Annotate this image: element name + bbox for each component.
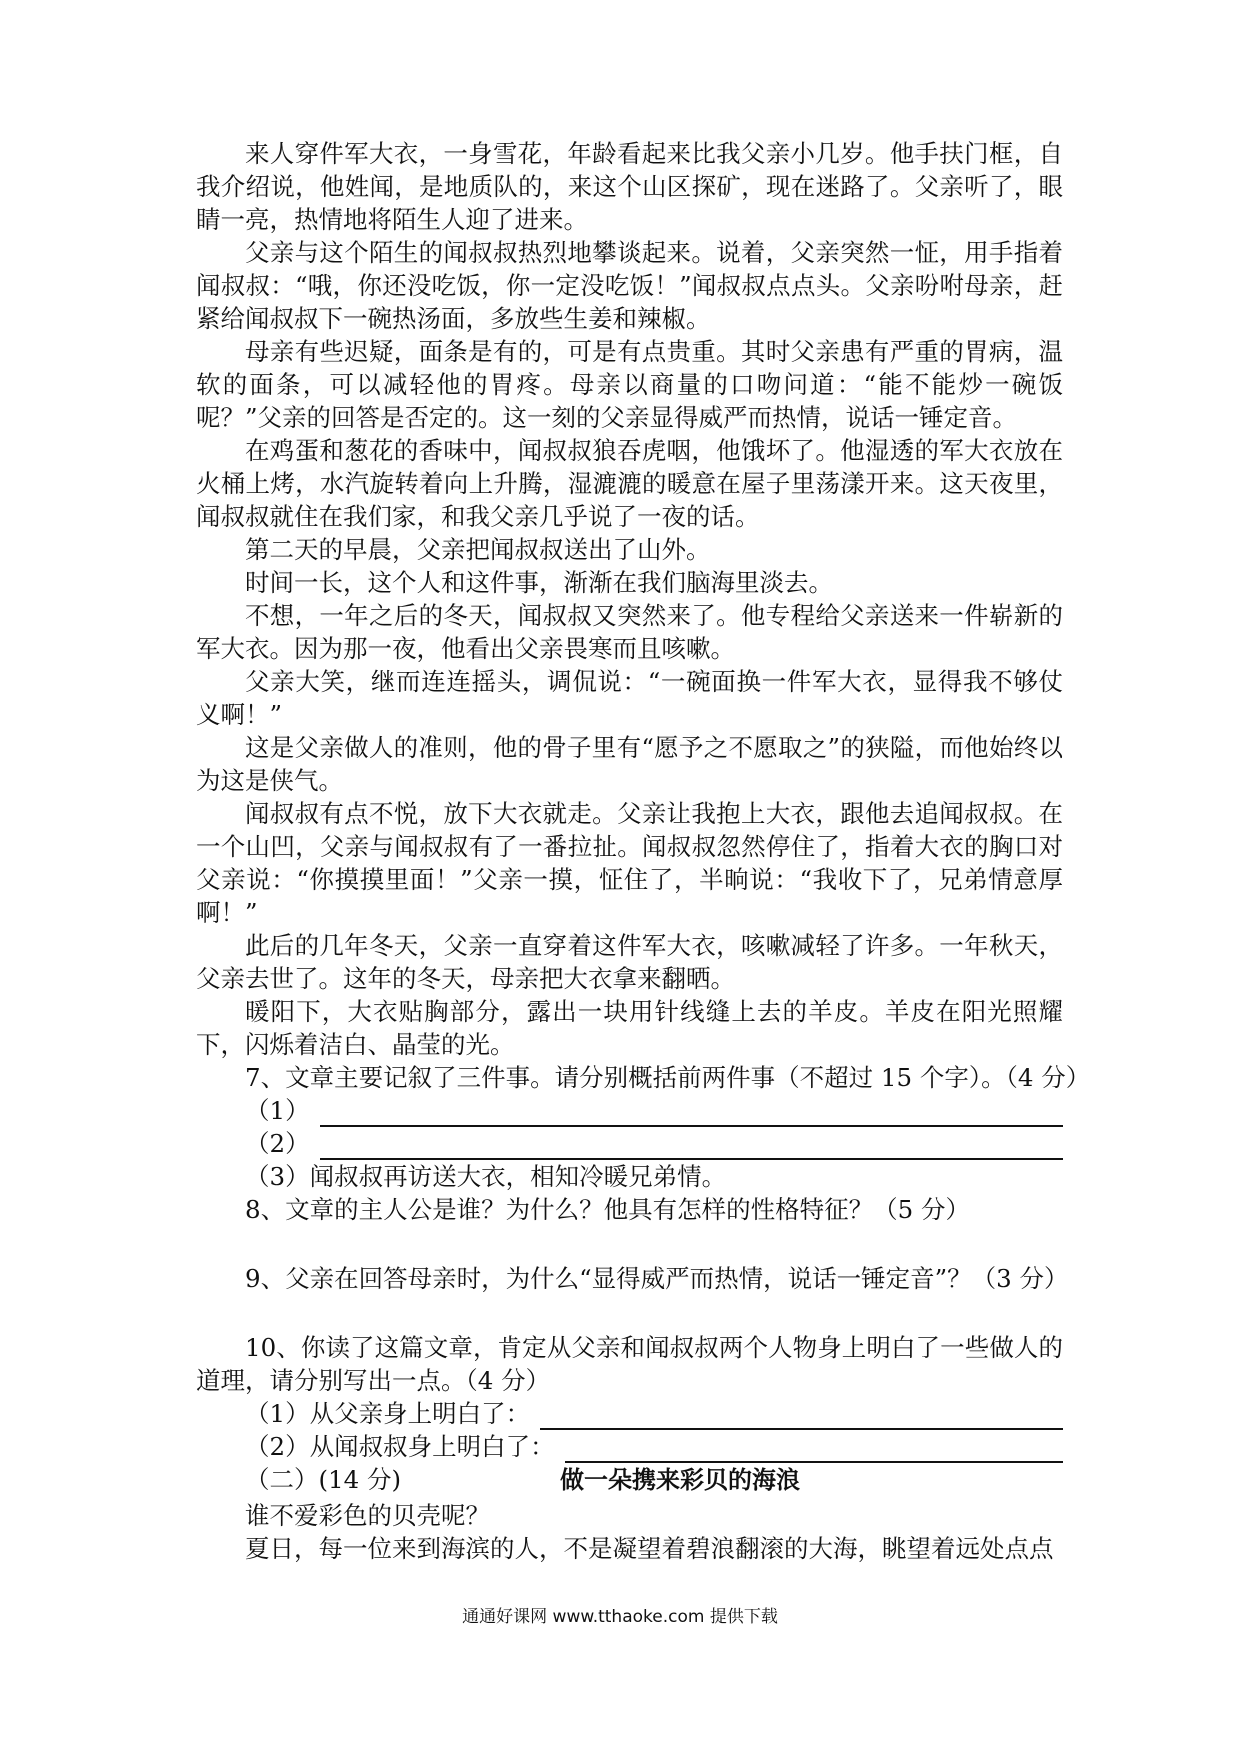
- question-10-answer-1: [196, 1397, 1063, 1430]
- passage-paragraph-6: 时间一长，这个人和这件事，渐渐在我们脑海里淡去。: [245, 568, 833, 597]
- section-2-header: [196, 1463, 1063, 1499]
- question-7-item-3: （3）闻叔叔再访送大衣，相知冷暖兄弟情。: [245, 1162, 727, 1191]
- passage-paragraph-9: 这是父亲做人的准则，他的骨子里有“愿予之不愿取之”的狭隘，而他始终以为这是侠气。: [196, 733, 1063, 795]
- passage-paragraph-8: 父亲大笑，继而连连摇头，调侃说：“一碗面换一件军大衣，显得我不够仗义啊！”: [196, 667, 1063, 729]
- section-2-label: （二）(14 分): [245, 1465, 402, 1494]
- question-9: 9、父亲在回答母亲时，为什么“显得威严而热情，说话一锤定音”？（3 分）: [245, 1264, 1069, 1293]
- page-content: [196, 137, 1091, 1565]
- question-7-item-2-label: （2）: [245, 1129, 310, 1158]
- passage-paragraph-5: 第二天的早晨，父亲把闻叔叔送出了山外。: [245, 535, 711, 564]
- question-7-answer-2: [196, 1127, 1063, 1160]
- page-footer: 通通好课网 www.tthaoke.com 提供下载: [462, 1607, 778, 1627]
- passage-paragraph-1: 来人穿件军大衣，一身雪花，年龄看起来比我父亲小几岁。他手扶门框，自我介绍说，他姓闻，是地质队的，来这个山区探矿，现在迷路了。父亲听了，眼睛一亮，热情地将陌生人迎了进来。: [196, 139, 1063, 234]
- answer-blank-7-1[interactable]: [320, 1101, 1063, 1127]
- passage-paragraph-7: 不想，一年之后的冬天，闻叔叔又突然来了。他专程给父亲送来一件崭新的军大衣。因为那一夜，他看出父亲畏寒而且咳嗽。: [196, 601, 1063, 663]
- passage-paragraph-2: 父亲与这个陌生的闻叔叔热烈地攀谈起来。说着，父亲突然一怔，用手指着闻叔叔：“哦，你还没吃饭，你一定没吃饭！”闻叔叔点点头。父亲吩咐母亲，赶紧给闻叔叔下一碗热汤面，多放些生姜和辣椒。: [196, 238, 1063, 333]
- passage-paragraph-4: 在鸡蛋和葱花的香味中，闻叔叔狼吞虎咽，他饿坏了。他湿透的军大衣放在火桶上烤，水汽旋转着向上升腾，湿漉漉的暖意在屋子里荡漾开来。这天夜里，闻叔叔就住在我们家，和我父亲几乎说了一夜的话。: [196, 436, 1063, 531]
- passage-paragraph-10: 闻叔叔有点不悦，放下大衣就走。父亲让我抱上大衣，跟他去追闻叔叔。在一个山凹，父亲与闻叔叔有了一番拉扯。闻叔叔忽然停住了，指着大衣的胸口对父亲说：“你摸摸里面！”父亲一摸，怔住了，半晌说：“我收下了，兄弟情意厚啊！”: [196, 799, 1063, 927]
- question-10-item-1-label: （1）从父亲身上明白了：: [245, 1399, 531, 1428]
- passage-paragraph-11: 此后的几年冬天，父亲一直穿着这件军大衣，咳嗽减轻了许多。一年秋天，父亲去世了。这年的冬天，母亲把大衣拿来翻晒。: [196, 931, 1063, 993]
- answer-blank-10-1[interactable]: [540, 1404, 1063, 1430]
- question-7: 7、文章主要记叙了三件事。请分别概括前两件事（不超过 15 个字）。（4 分）: [245, 1063, 1091, 1092]
- question-10: 10、你读了这篇文章，肯定从父亲和闻叔叔两个人物身上明白了一些做人的道理，请分别写出一点。（4 分）: [196, 1333, 1063, 1395]
- essay-paragraph-2: 夏日，每一位来到海滨的人，不是凝望着碧浪翻滚的大海，眺望着远处点点: [245, 1534, 1054, 1563]
- question-7-item-1-label: （1）: [245, 1096, 310, 1125]
- answer-space-8[interactable]: [196, 1226, 1063, 1262]
- passage-paragraph-12: 暖阳下，大衣贴胸部分，露出一块用针线缝上去的羊皮。羊皮在阳光照耀下，闪烁着洁白、晶莹的光。: [196, 997, 1063, 1059]
- essay-paragraph-1: 谁不爱彩色的贝壳呢？: [245, 1501, 490, 1530]
- answer-blank-7-2[interactable]: [320, 1134, 1063, 1160]
- answer-space-9[interactable]: [196, 1295, 1063, 1331]
- passage-paragraph-3: 母亲有些迟疑，面条是有的，可是有点贵重。其时父亲患有严重的胃病，温软的面条，可以减轻他的胃疼。母亲以商量的口吻问道：“能不能炒一碗饭呢？”父亲的回答是否定的。这一刻的父亲显得威严而热情，说话一锤定音。: [196, 337, 1063, 432]
- question-10-item-2-label: （2）从闻叔叔身上明白了：: [245, 1432, 555, 1461]
- question-7-answer-1: [196, 1094, 1063, 1127]
- question-10-answer-2: [196, 1430, 1063, 1463]
- question-8: 8、文章的主人公是谁？为什么？他具有怎样的性格特征？（5 分）: [245, 1195, 970, 1224]
- essay-title: 做一朵携来彩贝的海浪: [560, 1466, 800, 1494]
- answer-blank-10-2[interactable]: [565, 1437, 1063, 1463]
